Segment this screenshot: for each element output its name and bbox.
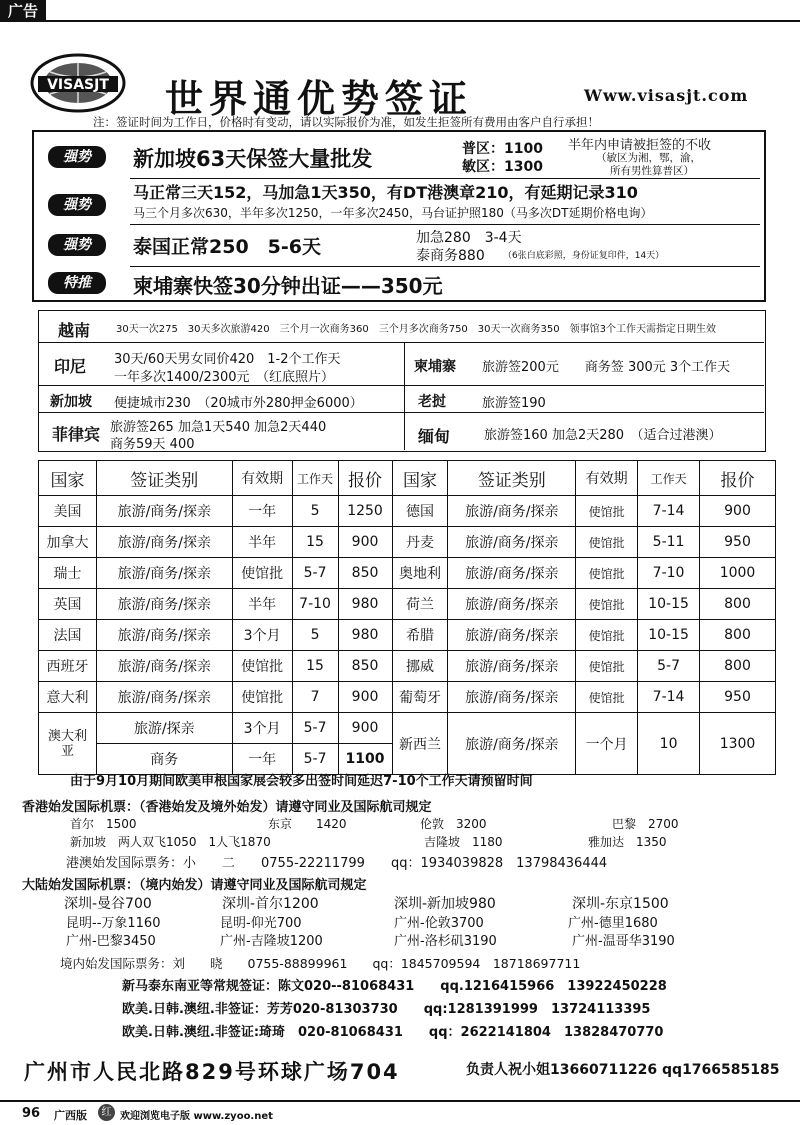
table-cell: 使馆批 <box>576 558 638 589</box>
philippines-label: 菲律宾 <box>52 425 101 444</box>
philippines-line-2: 商务59天 400 <box>110 437 195 452</box>
divider <box>38 342 764 343</box>
table-cell: 西班牙 <box>39 651 97 682</box>
thailand-headline: 泰国正常250 5-6天 <box>133 236 321 258</box>
divider <box>38 385 764 386</box>
cn-route: 昆明--万象1160 <box>66 916 161 931</box>
table-cell: 荷兰 <box>392 589 448 620</box>
table-cell: 旅游/商务/探亲 <box>448 651 576 682</box>
table-cell: 葡萄牙 <box>392 682 448 713</box>
badge-strong: 强势 <box>48 194 106 216</box>
table-cell: 3个月 <box>232 620 292 651</box>
sg-note-2: （敏区为湘，鄂，渝， <box>596 152 701 164</box>
table-cell: 980 <box>338 589 392 620</box>
cn-tickets-title: 大陆始发国际机票：（境内始发）请遵守同业及国际航司规定 <box>22 878 367 893</box>
table-cell: 7-14 <box>638 496 700 527</box>
table-cell: 7 <box>292 682 338 713</box>
table-cell: 800 <box>700 651 776 682</box>
table-cell: 1100 <box>338 744 392 775</box>
cn-route: 昆明-仰光700 <box>220 916 302 931</box>
table-cell: 挪威 <box>392 651 448 682</box>
header-cell: 工作天 <box>638 461 700 496</box>
table-cell: 半年 <box>232 589 292 620</box>
table-cell: 一年 <box>232 496 292 527</box>
table-cell: 旅游/商务/探亲 <box>96 620 232 651</box>
table-cell: 旅游/商务/探亲 <box>96 558 232 589</box>
table-cell: 奥地利 <box>392 558 448 589</box>
table-cell: 900 <box>338 682 392 713</box>
table-row <box>39 713 776 744</box>
vietnam-text: 30天一次275 30天多次旅游420 三个月一次商务360 三个月多次商务750 30天一次商务350 领事馆3个工作天需指定日期生效 <box>116 324 716 335</box>
myanmar-label: 缅甸 <box>418 427 451 446</box>
table-cell: 7-10 <box>638 558 700 589</box>
table-cell: 5-7 <box>292 558 338 589</box>
table-cell: 使馆批 <box>576 496 638 527</box>
badge-featured: 特推 <box>48 272 106 294</box>
hk-route: 吉隆坡 1180 <box>424 835 503 849</box>
table-cell: 10 <box>638 713 700 775</box>
manager-contact: 负责人祝小姐13660711226 qq1766585185 <box>466 1062 780 1078</box>
header-cell: 签证类别 <box>448 461 576 496</box>
table-cell: 旅游/商务/探亲 <box>448 558 576 589</box>
cn-route: 深圳-新加坡980 <box>394 896 496 912</box>
hk-route: 新加坡 两人双飞1050 1人飞1870 <box>70 835 271 849</box>
th-business: 泰商务880 <box>416 248 485 264</box>
table-cell: 旅游/商务/探亲 <box>448 620 576 651</box>
divider <box>38 412 764 413</box>
table-cell: 旅游/商务/探亲 <box>96 527 232 558</box>
table-cell: 旅游/商务/探亲 <box>96 682 232 713</box>
table-cell: 1000 <box>700 558 776 589</box>
divider <box>130 178 760 179</box>
table-cell: 使馆批 <box>576 651 638 682</box>
hk-contact: 港澳始发国际票务：小 二 0755-22211799 qq：1934039828 13798436444 <box>66 856 608 871</box>
table-cell: 旅游/商务/探亲 <box>96 496 232 527</box>
header-cell: 有效期 <box>232 461 292 496</box>
table-cell: 旅游/商务/探亲 <box>448 496 576 527</box>
table-cell: 澳大利亚 <box>39 713 97 775</box>
table-cell: 10-15 <box>638 620 700 651</box>
singapore-headline: 新加坡63天保签大量批发 <box>133 147 373 171</box>
table-cell: 旅游/商务/探亲 <box>96 589 232 620</box>
website-url: Www.visasjt.com <box>584 86 749 105</box>
cn-contact: 境内始发国际票务：刘 晓 0755-88899961 qq：1845709594 18718697711 <box>60 956 581 971</box>
footer-rule <box>0 1100 800 1102</box>
table-cell: 850 <box>338 651 392 682</box>
table-cell: 15 <box>292 651 338 682</box>
table-body <box>39 496 776 713</box>
table-cell: 1250 <box>338 496 392 527</box>
header-cell: 工作天 <box>292 461 338 496</box>
divider <box>130 266 760 267</box>
visa-price-table <box>38 460 776 775</box>
table-cell: 5-11 <box>638 527 700 558</box>
sg-note-3: 所有男性算普区） <box>610 165 694 177</box>
indonesia-line-2: 一年多次1400/2300元 （红底照片） <box>114 370 335 385</box>
cambodia-text: 旅游签200元 商务签 300元 3个工作天 <box>482 360 731 375</box>
indonesia-line-1: 30天/60天男女同价420 1-2个工作天 <box>114 352 341 367</box>
table-row <box>39 527 776 558</box>
th-urgent: 加急280 3-4天 <box>416 230 522 246</box>
logo-text: VISASJT <box>47 77 109 93</box>
table-row <box>39 651 776 682</box>
table-cell: 7-10 <box>292 589 338 620</box>
hk-route: 伦敦 3200 <box>420 817 487 831</box>
myanmar-text: 旅游签160 加急2天280 （适合过港澳） <box>484 428 722 443</box>
table-cell: 5-7 <box>638 651 700 682</box>
hk-route: 首尔 1500 <box>70 817 137 831</box>
ad-tag: 广告 <box>0 0 46 22</box>
cn-route: 广州-吉隆坡1200 <box>220 934 323 949</box>
table-cell: 德国 <box>392 496 448 527</box>
hk-route: 东京 1420 <box>268 817 347 831</box>
table-cell: 瑞士 <box>39 558 97 589</box>
cambodia-headline: 柬埔寨快签30分钟出证——350元 <box>133 274 443 298</box>
hk-route: 巴黎 2700 <box>612 817 679 831</box>
table-cell: 法国 <box>39 620 97 651</box>
edition-logo-icon: 红 <box>98 1104 115 1121</box>
table-cell: 使馆批 <box>576 620 638 651</box>
table-cell: 旅游/商务/探亲 <box>448 682 576 713</box>
malaysia-line-1: 马正常三天152，马加急1天350，有DT港澳章210，有延期记录310 <box>133 183 638 202</box>
cn-route: 广州-德里1680 <box>568 916 658 931</box>
table-cell: 使馆批 <box>576 527 638 558</box>
sg-sensitive-price: 敏区：1300 <box>462 159 543 175</box>
table-cell: 使馆批 <box>576 589 638 620</box>
indonesia-label: 印尼 <box>54 357 87 376</box>
table-cell: 10-15 <box>638 589 700 620</box>
header-cell: 报价 <box>700 461 776 496</box>
table-cell: 15 <box>292 527 338 558</box>
header-cell: 国家 <box>392 461 448 496</box>
table-cell: 美国 <box>39 496 97 527</box>
singapore-text: 便捷城市230 （20城市外280押金6000） <box>114 396 363 411</box>
table-cell: 980 <box>338 620 392 651</box>
hk-route: 雅加达 1350 <box>588 835 667 849</box>
table-cell: 加拿大 <box>39 527 97 558</box>
table-row <box>39 496 776 527</box>
table-cell: 800 <box>700 620 776 651</box>
page-number: 96 <box>22 1106 41 1121</box>
table-cell: 旅游/商务/探亲 <box>448 527 576 558</box>
footer-text: 欢迎浏览电子版 www.zyoo.net <box>120 1111 273 1122</box>
contact-line: 新马泰东南亚等常规签证：陈文020--81068431 qq.1216415966 13922450228 <box>122 979 667 994</box>
table-cell: 5-7 <box>292 744 338 775</box>
header-cell: 有效期 <box>576 461 638 496</box>
header-cell: 国家 <box>39 461 97 496</box>
globe-logo-icon <box>30 52 126 114</box>
sg-note-1: 半年内申请被拒签的不收 <box>568 138 712 153</box>
cambodia-label: 柬埔寨 <box>414 359 456 375</box>
table-cell: 英国 <box>39 589 97 620</box>
hk-tickets-title: 香港始发国际机票：（香港始发及境外始发）请遵守同业及国际航司规定 <box>22 800 432 815</box>
table-header-row <box>39 461 776 496</box>
cn-route: 广州-洛杉矶3190 <box>394 934 497 949</box>
cn-route: 深圳-首尔1200 <box>222 896 319 912</box>
divider <box>130 224 760 225</box>
table-cell: 希腊 <box>392 620 448 651</box>
table-cell: 半年 <box>232 527 292 558</box>
malaysia-line-2: 马三个月多次630，半年多次1250，一年多次2450，马台证护照180（马多次DT延期价格电询） <box>133 206 653 220</box>
laos-text: 旅游签190 <box>482 396 546 411</box>
table-cell: 使馆批 <box>232 682 292 713</box>
table-cell: 商务 <box>96 744 232 775</box>
office-address: 广州市人民北路829号环球广场704 <box>24 1060 400 1084</box>
header-cell: 签证类别 <box>96 461 232 496</box>
table-cell: 旅游/商务/探亲 <box>448 713 576 775</box>
contact-line: 欧美.日韩.澳纽.非签证：芳芳020-81303730 qq:1281391999 13724113395 <box>122 1002 651 1017</box>
vietnam-label: 越南 <box>58 321 91 340</box>
table-cell: 950 <box>700 527 776 558</box>
header-cell: 报价 <box>338 461 392 496</box>
cn-route: 广州-温哥华3190 <box>572 934 675 949</box>
badge-strong: 强势 <box>48 146 106 168</box>
delay-notice: 由于9月10月期间欧美申根国家展会较多出签时间延迟7-10个工作天请预留时间 <box>70 774 533 789</box>
cn-route: 深圳-曼谷700 <box>64 896 152 912</box>
table-row <box>39 589 776 620</box>
table-cell: 950 <box>700 682 776 713</box>
singapore-label: 新加坡 <box>50 394 92 410</box>
table-cell: 900 <box>338 527 392 558</box>
table-cell: 使馆批 <box>576 682 638 713</box>
laos-label: 老挝 <box>418 394 446 410</box>
philippines-line-1: 旅游签265 加急1天540 加急2天440 <box>110 420 327 435</box>
table-cell: 使馆批 <box>232 651 292 682</box>
cn-route: 广州-伦敦3700 <box>394 916 484 931</box>
table-cell: 1300 <box>700 713 776 775</box>
table-cell: 丹麦 <box>392 527 448 558</box>
table-row <box>39 682 776 713</box>
table-cell: 5 <box>292 620 338 651</box>
divider <box>404 342 405 450</box>
sg-normal-price: 普区：1100 <box>462 141 543 157</box>
table-cell: 5 <box>292 496 338 527</box>
table-cell: 新西兰 <box>392 713 448 775</box>
page-title: 世界通优势签证 <box>165 77 474 121</box>
table-cell: 一年 <box>232 744 292 775</box>
th-note: （6张白底彩照，身份证复印件，14天） <box>503 251 665 261</box>
table-cell: 800 <box>700 589 776 620</box>
table-cell: 旅游/探亲 <box>96 713 232 744</box>
table-cell: 使馆批 <box>232 558 292 589</box>
table-cell: 旅游/商务/探亲 <box>96 651 232 682</box>
table-cell: 一个月 <box>576 713 638 775</box>
top-rule <box>46 20 800 22</box>
table-row <box>39 558 776 589</box>
table-cell: 850 <box>338 558 392 589</box>
table-cell: 7-14 <box>638 682 700 713</box>
table-cell: 意大利 <box>39 682 97 713</box>
badge-strong: 强势 <box>48 234 106 256</box>
disclaimer-note: 注：签证时间为工作日，价格时有变动，请以实际报价为准，如发生拒签所有费用由客户自行承担！ <box>93 115 599 129</box>
edition-label: 广西版 <box>54 1109 87 1122</box>
cn-route: 深圳-东京1500 <box>572 896 669 912</box>
table-cell: 3个月 <box>232 713 292 744</box>
cn-route: 广州-巴黎3450 <box>66 934 156 949</box>
table-cell: 5-7 <box>292 713 338 744</box>
table-cell: 900 <box>700 496 776 527</box>
table-row <box>39 620 776 651</box>
table-cell: 900 <box>338 713 392 744</box>
table-cell: 旅游/商务/探亲 <box>448 589 576 620</box>
contact-line: 欧美.日韩.澳纽.非签证:琦琦 020-81068431 qq：2622141804 13828470770 <box>122 1025 664 1040</box>
